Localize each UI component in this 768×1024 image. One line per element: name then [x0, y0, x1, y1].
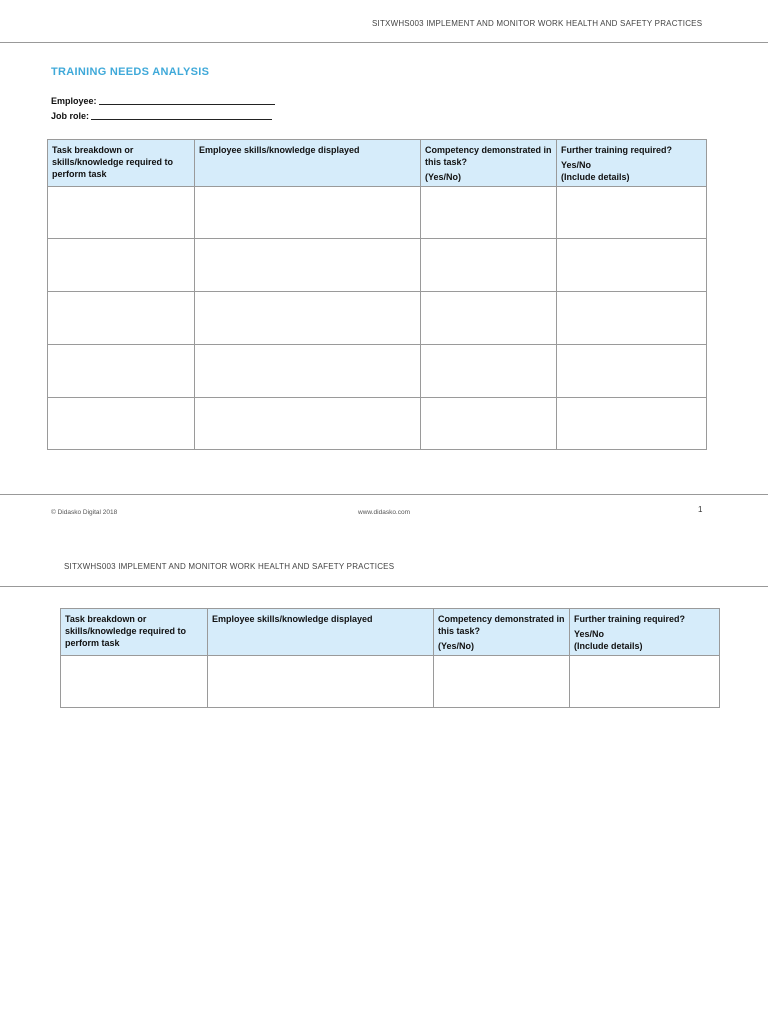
- table-cell[interactable]: [195, 292, 421, 345]
- table-cell[interactable]: [557, 187, 707, 239]
- header-competency-yesno: (Yes/No): [438, 641, 475, 651]
- table-cell[interactable]: [195, 239, 421, 292]
- table-cell[interactable]: [421, 292, 557, 345]
- table-cell[interactable]: [434, 656, 570, 708]
- table-cell[interactable]: [421, 239, 557, 292]
- table-header-row: [48, 140, 707, 187]
- table-cell[interactable]: [557, 398, 707, 450]
- employee-field[interactable]: [51, 96, 275, 106]
- header-employee-skills: Employee skills/knowledge displayed: [208, 609, 434, 656]
- document-title: TRAINING NEEDS ANALYSIS: [51, 66, 210, 78]
- header-further-training-yesno: Yes/No: [561, 160, 592, 170]
- table-cell[interactable]: [195, 398, 421, 450]
- header-task-breakdown: Task breakdown or skills/knowledge required to perform task: [61, 609, 208, 656]
- header-further-training-details: (Include details): [574, 641, 643, 651]
- table-cell[interactable]: [557, 239, 707, 292]
- table-cell[interactable]: [48, 239, 195, 292]
- header-further-training: Further training required? Yes/No (Include details): [557, 140, 707, 187]
- employee-blank-line[interactable]: [99, 103, 275, 105]
- footer-rule: [0, 494, 768, 495]
- table-row: [48, 398, 707, 450]
- training-needs-table: [60, 608, 720, 708]
- table-cell[interactable]: [48, 345, 195, 398]
- job-role-label: Job role:: [51, 111, 90, 121]
- header-competency: Competency demonstrated in this task? (Yes/No): [421, 140, 557, 187]
- header-competency-yesno: (Yes/No): [425, 172, 462, 182]
- table-cell[interactable]: [421, 187, 557, 239]
- table-row: [48, 187, 707, 239]
- header-task-breakdown: Task breakdown or skills/knowledge required to perform task: [48, 140, 195, 187]
- header-further-training: Further training required? Yes/No (Include details): [570, 609, 720, 656]
- header-rule: [0, 42, 768, 43]
- job-role-blank-line[interactable]: [91, 118, 272, 120]
- table-cell[interactable]: [421, 398, 557, 450]
- table-cell[interactable]: [61, 656, 208, 708]
- table-cell[interactable]: [557, 345, 707, 398]
- table-cell[interactable]: [195, 345, 421, 398]
- page-header: SITXWHS003 IMPLEMENT AND MONITOR WORK HEALTH AND SAFETY PRACTICES: [64, 562, 395, 571]
- header-further-training-details: (Include details): [561, 172, 630, 182]
- table-cell[interactable]: [48, 292, 195, 345]
- table-row: [48, 292, 707, 345]
- employee-label: Employee:: [51, 96, 97, 106]
- table-cell[interactable]: [421, 345, 557, 398]
- table-header-row: [61, 609, 720, 656]
- header-employee-skills: Employee skills/knowledge displayed: [195, 140, 421, 187]
- table-cell[interactable]: [195, 187, 421, 239]
- page-header: SITXWHS003 IMPLEMENT AND MONITOR WORK HEALTH AND SAFETY PRACTICES: [372, 19, 703, 28]
- table-row: [61, 656, 720, 708]
- table-row: [48, 345, 707, 398]
- footer-website-link[interactable]: www.didasko.com: [358, 509, 411, 516]
- table-row: [48, 239, 707, 292]
- table-cell[interactable]: [208, 656, 434, 708]
- table-cell[interactable]: [48, 187, 195, 239]
- header-further-training-yesno: Yes/No: [574, 629, 605, 639]
- table-cell[interactable]: [48, 398, 195, 450]
- header-competency: Competency demonstrated in this task? (Yes/No): [434, 609, 570, 656]
- header-rule: [0, 586, 768, 587]
- page-number: 1: [698, 505, 703, 514]
- job-role-field[interactable]: [51, 111, 272, 121]
- table-cell[interactable]: [570, 656, 720, 708]
- training-needs-table: [47, 139, 707, 450]
- footer-copyright: © Didasko Digital 2018: [51, 509, 118, 516]
- table-cell[interactable]: [557, 292, 707, 345]
